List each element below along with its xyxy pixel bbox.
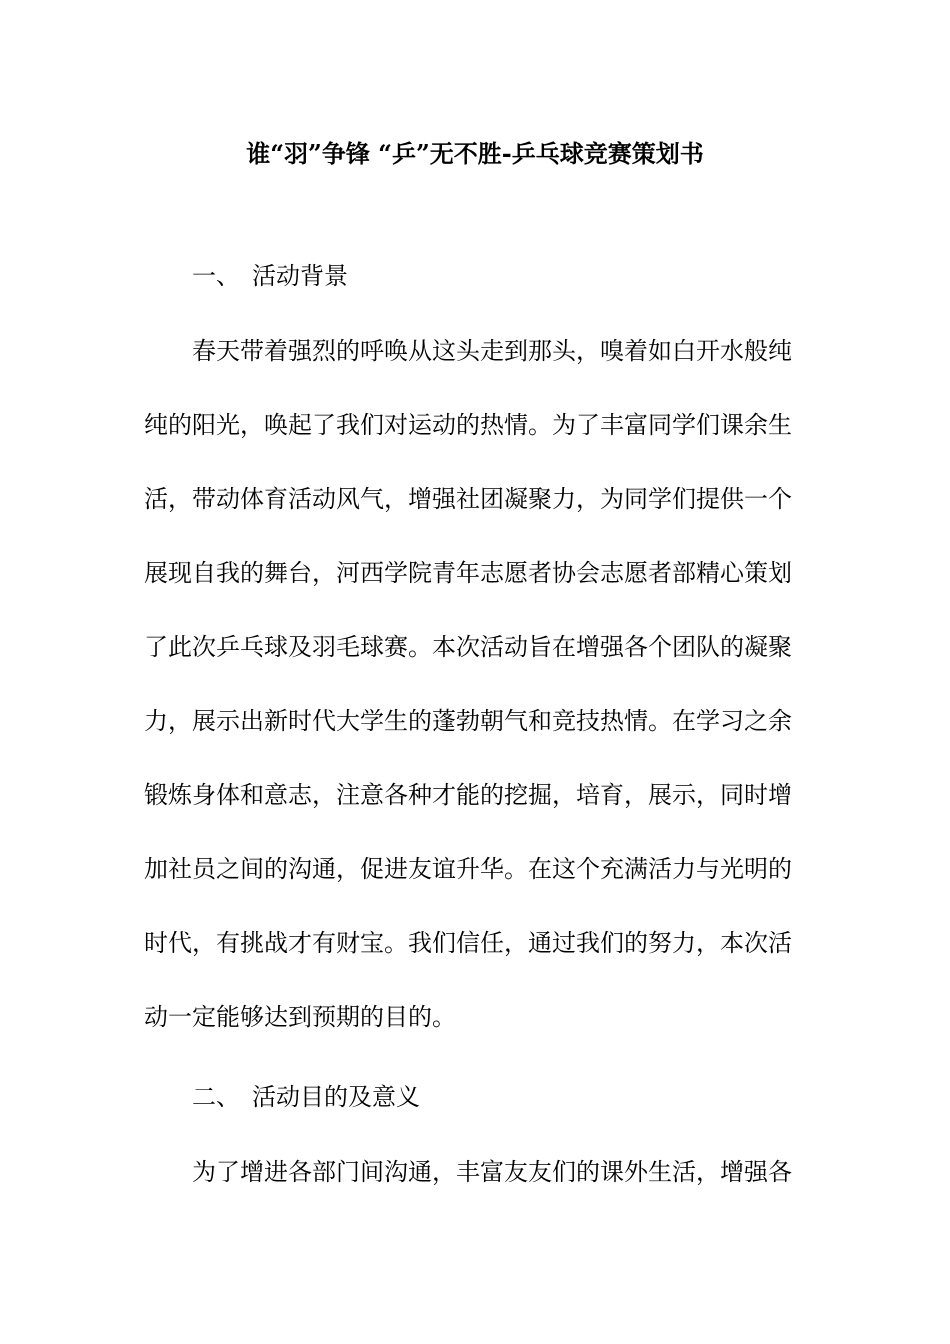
section-title-2: 活动目的及意义 <box>252 1083 420 1111</box>
paragraph-line: 春天带着强烈的呼唤从这头走到那头，嗅着如白开水般纯 <box>192 337 792 365</box>
paragraph-line: 展现自我的舞台，河西学院青年志愿者协会志愿者部精心策划 <box>144 559 792 587</box>
paragraph-line: 力，展示出新时代大学生的蓬勃朝气和竞技热情。在学习之余 <box>144 707 792 735</box>
paragraph-line: 动一定能够达到预期的目的。 <box>144 1003 456 1031</box>
paragraph-line: 时代，有挑战才有财宝。我们信任，通过我们的努力，本次活 <box>144 929 792 957</box>
section-number-2: 二、 <box>192 1083 240 1111</box>
section-heading-1 <box>192 256 348 296</box>
section-number-1: 一、 <box>192 262 240 290</box>
paragraph-line: 加社员之间的沟通，促进友谊升华。在这个充满活力与光明的 <box>144 855 792 883</box>
paragraph-line: 了此次乒乓球及羽毛球赛。本次活动旨在增强各个团队的凝聚 <box>144 633 792 661</box>
section-title-1: 活动背景 <box>252 262 348 290</box>
paragraph-line: 锻炼身体和意志，注意各种才能的挖掘，培育，展示，同时增 <box>144 781 792 809</box>
paragraph-line: 活，带动体育活动风气，增强社团凝聚力，为同学们提供一个 <box>144 485 792 513</box>
section-heading-2 <box>192 1077 420 1117</box>
paragraph-line: 为了增进各部门间沟通，丰富友友们的课外生活，增强各 <box>192 1158 792 1186</box>
paragraph-line: 纯的阳光，唤起了我们对运动的热情。为了丰富同学们课余生 <box>144 411 792 439</box>
document-title: 谁“羽”争锋 “乒”无不胜-乒乓球竞赛策划书 <box>246 139 704 168</box>
